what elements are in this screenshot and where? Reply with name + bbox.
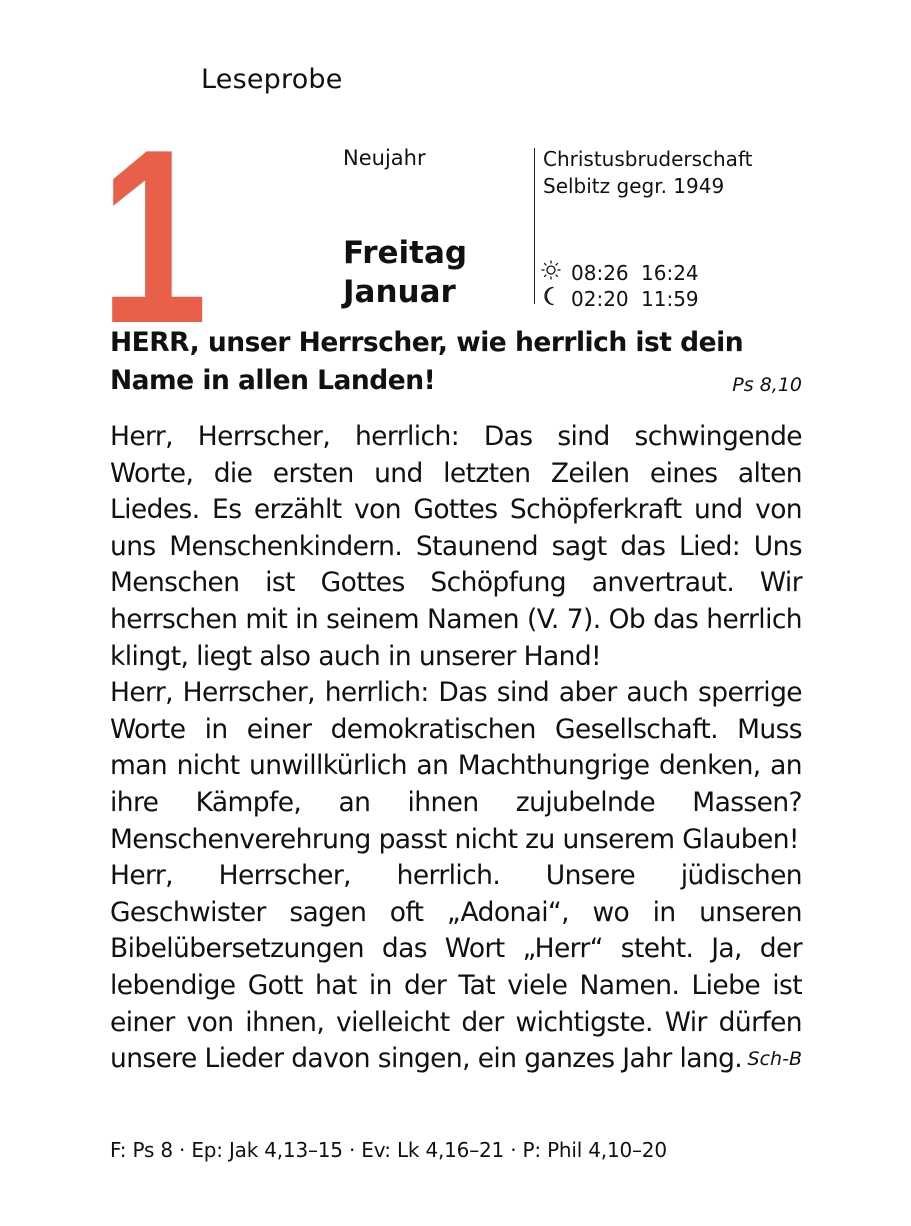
moonrise-time: 02:20 <box>571 286 629 311</box>
sun-icon <box>541 260 567 286</box>
holiday-name: Neujahr <box>343 146 426 170</box>
devotional-text <box>110 419 802 1078</box>
verse-text: HERR, unser Herrscher, wie herrlich ist dein Name in allen Landen! <box>110 327 744 396</box>
moon-icon <box>541 286 567 312</box>
sunrise-time: 08:26 <box>571 260 629 285</box>
paragraph: Herr, Herrscher, herrlich: Das sind aber auch sperrige Worte in einer demokratischen Gesellschaft. Muss man nicht unwillkürlich an Machthungrige denken, an ihre Kämpfe, an ihnen zujubelnde Massen? Menschenverehrung passt nicht zu unserem Glauben! <box>110 677 802 855</box>
commemoration <box>543 146 752 200</box>
commemoration-line-1: Christusbruderschaft <box>543 147 753 171</box>
daily-verse <box>110 324 802 400</box>
author-initials: Sch-B <box>747 1048 802 1070</box>
day-number: 1 <box>100 97 205 375</box>
header-divider <box>534 148 535 304</box>
sun-times <box>541 260 699 286</box>
verse-reference: Ps 8,10 <box>732 374 802 396</box>
moon-times <box>541 286 699 312</box>
sunset-time: 16:24 <box>641 260 699 285</box>
page-label: Leseprobe <box>201 64 343 95</box>
sun-moon-times <box>541 260 699 312</box>
month: Januar <box>343 274 456 310</box>
paragraph: Herr, Herrscher, herrlich. Unsere jüdischen Geschwister sagen oft „Adonai“, wo in unseren Bibelübersetzungen das Wort „Herr“ steht. Ja, der lebendige Gott hat in der Tat viele Namen. Liebe ist einer von ihnen, vielleicht der wichtigste. Wir dürfen unsere Lieder davon singen, ein ganzes Jahr lang. <box>110 860 802 1075</box>
weekday: Freitag <box>343 235 468 271</box>
reading-references: F: Ps 8 · Ep: Jak 4,13–15 · Ev: Lk 4,16–21 · P: Phil 4,10–20 <box>110 1138 667 1162</box>
commemoration-line-2: Selbitz gegr. 1949 <box>543 174 725 198</box>
paragraph: Herr, Herrscher, herrlich: Das sind schwingende Worte, die ersten und letzten Zeilen eines alten Liedes. Es erzählt von Gottes Schöpferkraft und von uns Menschenkindern. Staunend sagt das Lied: Uns Menschen ist Gottes Schöpfung anvertraut. Wir herrschen mit in seinem Namen (V. 7). Ob das herrlich klingt, liegt also auch in unserer Hand! <box>110 421 802 672</box>
moonset-time: 11:59 <box>641 286 699 311</box>
